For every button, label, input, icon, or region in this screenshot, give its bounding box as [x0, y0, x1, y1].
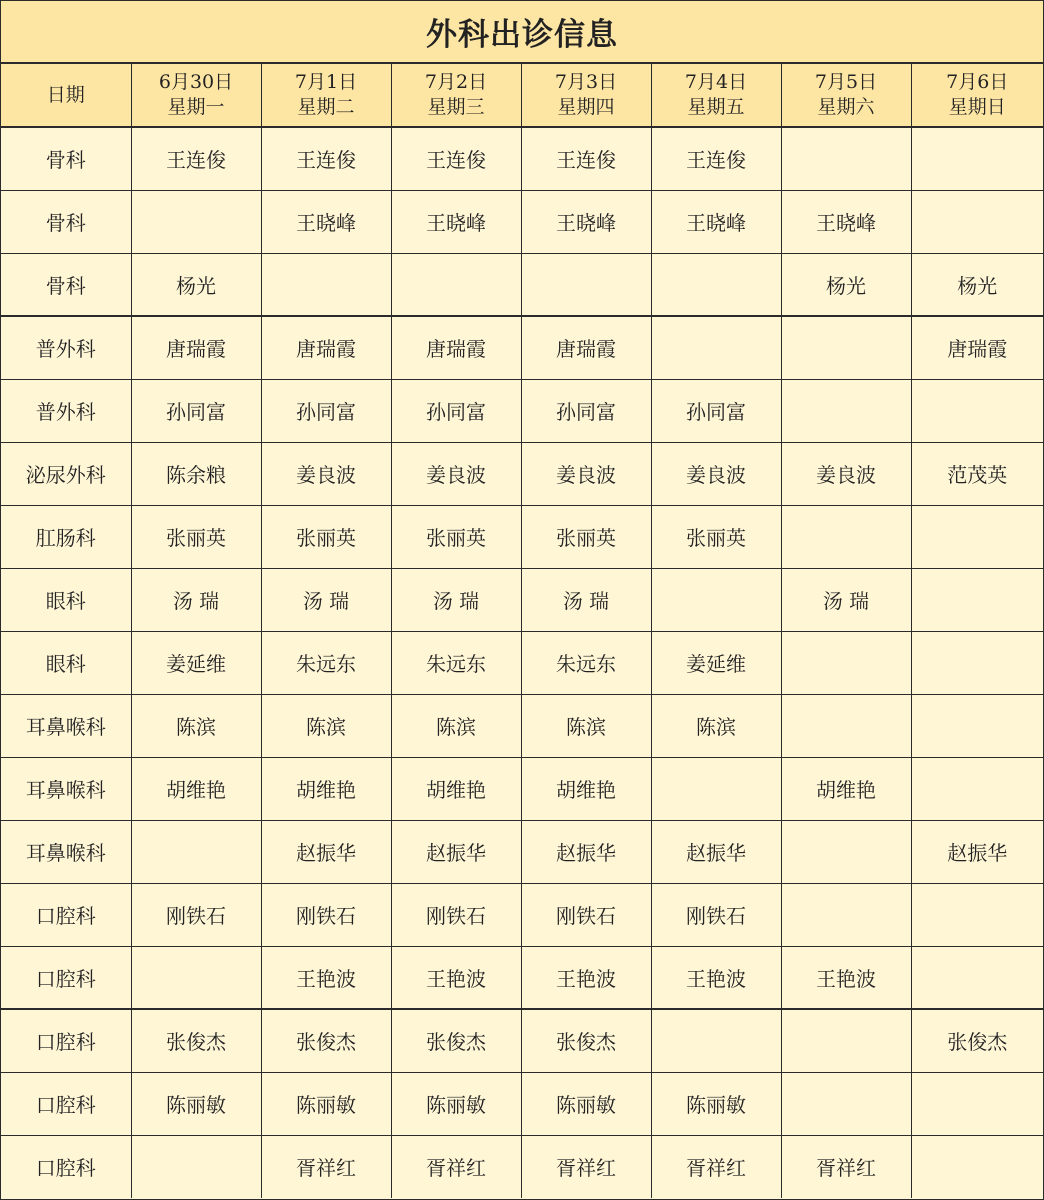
dept-cell: 眼科 — [1, 568, 131, 631]
dept-cell: 骨科 — [1, 253, 131, 316]
doctor-cell — [911, 1135, 1043, 1198]
doctor-cell: 赵振华 — [261, 820, 391, 883]
doctor-cell: 唐瑞霞 — [521, 316, 651, 379]
doctor-cell — [131, 190, 261, 253]
doctor-cell: 胥祥红 — [651, 1135, 781, 1198]
doctor-cell: 陈滨 — [651, 694, 781, 757]
doctor-cell: 王艳波 — [781, 946, 911, 1009]
doctor-cell: 王艳波 — [651, 946, 781, 1009]
doctor-cell: 刚铁石 — [391, 883, 521, 946]
doctor-cell: 王艳波 — [521, 946, 651, 1009]
dept-cell: 口腔科 — [1, 1009, 131, 1072]
doctor-cell — [131, 1135, 261, 1198]
day-date: 7月4日 — [684, 71, 748, 93]
dept-cell: 口腔科 — [1, 883, 131, 946]
day-weekday: 星期四 — [557, 96, 615, 118]
page-title: 外科出诊信息 — [1, 1, 1043, 64]
dept-cell: 口腔科 — [1, 946, 131, 1009]
doctor-cell: 赵振华 — [521, 820, 651, 883]
doctor-cell: 陈滨 — [261, 694, 391, 757]
doctor-cell: 胡维艳 — [261, 757, 391, 820]
doctor-cell: 杨光 — [131, 253, 261, 316]
day-weekday: 星期六 — [817, 96, 875, 118]
doctor-cell: 陈丽敏 — [391, 1072, 521, 1135]
doctor-cell: 王连俊 — [131, 127, 261, 190]
table-row — [1, 946, 1043, 1009]
doctor-cell: 王连俊 — [391, 127, 521, 190]
doctor-cell: 张丽英 — [391, 505, 521, 568]
day-date: 7月2日 — [424, 71, 488, 93]
doctor-cell — [781, 127, 911, 190]
doctor-cell: 范茂英 — [911, 442, 1043, 505]
doctor-cell — [911, 127, 1043, 190]
doctor-cell: 王连俊 — [261, 127, 391, 190]
dept-cell: 口腔科 — [1, 1072, 131, 1135]
doctor-cell — [781, 631, 911, 694]
doctor-cell — [651, 757, 781, 820]
doctor-cell: 陈丽敏 — [261, 1072, 391, 1135]
doctor-cell: 唐瑞霞 — [261, 316, 391, 379]
day-date: 7月1日 — [294, 71, 358, 93]
doctor-cell: 胡维艳 — [131, 757, 261, 820]
doctor-cell: 姜延维 — [131, 631, 261, 694]
doctor-cell: 赵振华 — [911, 820, 1043, 883]
dept-cell: 骨科 — [1, 190, 131, 253]
doctor-cell: 赵振华 — [391, 820, 521, 883]
doctor-cell — [131, 946, 261, 1009]
doctor-cell — [131, 820, 261, 883]
doctor-cell: 孙同富 — [131, 379, 261, 442]
doctor-cell — [781, 316, 911, 379]
doctor-cell: 陈丽敏 — [521, 1072, 651, 1135]
table-row — [1, 694, 1043, 757]
table-row — [1, 253, 1043, 316]
day-date: 6月30日 — [158, 71, 234, 93]
doctor-cell: 姜良波 — [391, 442, 521, 505]
doctor-cell — [651, 253, 781, 316]
doctor-cell: 张丽英 — [651, 505, 781, 568]
doctor-cell: 胡维艳 — [781, 757, 911, 820]
doctor-cell: 胥祥红 — [261, 1135, 391, 1198]
doctor-cell: 姜良波 — [781, 442, 911, 505]
doctor-cell — [911, 568, 1043, 631]
doctor-cell — [651, 568, 781, 631]
doctor-cell: 胥祥红 — [521, 1135, 651, 1198]
doctor-cell: 张俊杰 — [131, 1009, 261, 1072]
doctor-cell — [651, 316, 781, 379]
doctor-cell: 王艳波 — [391, 946, 521, 1009]
table-row — [1, 1135, 1043, 1198]
doctor-cell: 孙同富 — [391, 379, 521, 442]
day-header — [521, 64, 651, 127]
day-header — [911, 64, 1043, 127]
dept-cell: 肛肠科 — [1, 505, 131, 568]
dept-cell: 泌尿外科 — [1, 442, 131, 505]
doctor-cell: 陈余粮 — [131, 442, 261, 505]
table-row — [1, 127, 1043, 190]
dept-cell: 耳鼻喉科 — [1, 694, 131, 757]
doctor-cell: 汤 瑞 — [131, 568, 261, 631]
doctor-cell: 汤 瑞 — [261, 568, 391, 631]
doctor-cell: 王连俊 — [521, 127, 651, 190]
header-row — [1, 64, 1043, 127]
schedule-table — [1, 64, 1043, 1198]
doctor-cell: 王晓峰 — [521, 190, 651, 253]
doctor-cell: 王晓峰 — [391, 190, 521, 253]
table-row — [1, 1072, 1043, 1135]
doctor-cell: 陈滨 — [391, 694, 521, 757]
doctor-cell: 孙同富 — [521, 379, 651, 442]
day-header — [391, 64, 521, 127]
date-header: 日期 — [1, 64, 131, 127]
doctor-cell: 刚铁石 — [261, 883, 391, 946]
doctor-cell: 胥祥红 — [391, 1135, 521, 1198]
doctor-cell — [781, 820, 911, 883]
table-row — [1, 505, 1043, 568]
day-weekday: 星期日 — [948, 96, 1006, 118]
dept-cell: 普外科 — [1, 379, 131, 442]
doctor-cell — [911, 505, 1043, 568]
doctor-cell — [651, 1009, 781, 1072]
doctor-cell: 王晓峰 — [651, 190, 781, 253]
doctor-cell: 朱远东 — [391, 631, 521, 694]
doctor-cell: 张丽英 — [131, 505, 261, 568]
day-header — [131, 64, 261, 127]
doctor-cell — [521, 253, 651, 316]
doctor-cell: 赵振华 — [651, 820, 781, 883]
day-date: 7月3日 — [554, 71, 618, 93]
day-weekday: 星期一 — [167, 96, 225, 118]
doctor-cell — [781, 379, 911, 442]
table-row — [1, 1009, 1043, 1072]
doctor-cell: 姜良波 — [521, 442, 651, 505]
doctor-cell: 胡维艳 — [521, 757, 651, 820]
doctor-cell — [391, 253, 521, 316]
doctor-cell: 胥祥红 — [781, 1135, 911, 1198]
doctor-cell: 胡维艳 — [391, 757, 521, 820]
doctor-cell: 王连俊 — [651, 127, 781, 190]
dept-cell: 口腔科 — [1, 1135, 131, 1198]
doctor-cell — [261, 253, 391, 316]
doctor-cell: 张丽英 — [521, 505, 651, 568]
doctor-cell: 汤 瑞 — [391, 568, 521, 631]
table-row — [1, 631, 1043, 694]
dept-cell: 耳鼻喉科 — [1, 820, 131, 883]
doctor-cell: 张俊杰 — [391, 1009, 521, 1072]
doctor-cell: 朱远东 — [521, 631, 651, 694]
doctor-cell: 刚铁石 — [521, 883, 651, 946]
table-row — [1, 568, 1043, 631]
doctor-cell — [911, 631, 1043, 694]
doctor-cell — [781, 1072, 911, 1135]
table-row — [1, 757, 1043, 820]
doctor-cell: 姜良波 — [651, 442, 781, 505]
day-weekday: 星期二 — [297, 96, 355, 118]
table-row — [1, 820, 1043, 883]
doctor-cell: 陈滨 — [131, 694, 261, 757]
day-weekday: 星期三 — [427, 96, 485, 118]
dept-cell: 耳鼻喉科 — [1, 757, 131, 820]
day-header — [651, 64, 781, 127]
doctor-cell — [781, 694, 911, 757]
doctor-cell: 杨光 — [781, 253, 911, 316]
doctor-cell — [911, 883, 1043, 946]
doctor-cell: 张俊杰 — [911, 1009, 1043, 1072]
dept-cell: 眼科 — [1, 631, 131, 694]
doctor-cell — [781, 1009, 911, 1072]
doctor-cell — [911, 694, 1043, 757]
doctor-cell: 陈丽敏 — [651, 1072, 781, 1135]
doctor-cell: 姜延维 — [651, 631, 781, 694]
day-date: 7月5日 — [814, 71, 878, 93]
doctor-cell — [781, 883, 911, 946]
doctor-cell: 王晓峰 — [781, 190, 911, 253]
dept-cell: 普外科 — [1, 316, 131, 379]
doctor-cell: 唐瑞霞 — [911, 316, 1043, 379]
dept-cell: 骨科 — [1, 127, 131, 190]
table-row — [1, 883, 1043, 946]
doctor-cell: 孙同富 — [651, 379, 781, 442]
doctor-cell: 杨光 — [911, 253, 1043, 316]
doctor-cell: 唐瑞霞 — [391, 316, 521, 379]
table-row — [1, 379, 1043, 442]
table-row — [1, 190, 1043, 253]
table-row — [1, 316, 1043, 379]
doctor-cell: 汤 瑞 — [521, 568, 651, 631]
doctor-cell — [911, 757, 1043, 820]
doctor-cell: 张俊杰 — [521, 1009, 651, 1072]
doctor-cell: 王晓峰 — [261, 190, 391, 253]
table-row — [1, 442, 1043, 505]
doctor-cell — [781, 505, 911, 568]
doctor-cell: 张丽英 — [261, 505, 391, 568]
doctor-cell: 刚铁石 — [651, 883, 781, 946]
day-date: 7月6日 — [946, 71, 1009, 93]
doctor-cell: 孙同富 — [261, 379, 391, 442]
doctor-cell — [911, 946, 1043, 1009]
day-header — [781, 64, 911, 127]
doctor-cell: 唐瑞霞 — [131, 316, 261, 379]
doctor-cell: 汤 瑞 — [781, 568, 911, 631]
doctor-cell — [911, 190, 1043, 253]
doctor-cell: 朱远东 — [261, 631, 391, 694]
doctor-cell: 张俊杰 — [261, 1009, 391, 1072]
doctor-cell: 姜良波 — [261, 442, 391, 505]
doctor-cell: 刚铁石 — [131, 883, 261, 946]
doctor-cell: 陈丽敏 — [131, 1072, 261, 1135]
doctor-cell: 陈滨 — [521, 694, 651, 757]
doctor-cell — [911, 1072, 1043, 1135]
day-header — [261, 64, 391, 127]
doctor-cell — [911, 379, 1043, 442]
schedule-body — [1, 127, 1043, 1198]
doctor-cell: 王艳波 — [261, 946, 391, 1009]
day-weekday: 星期五 — [687, 96, 745, 118]
